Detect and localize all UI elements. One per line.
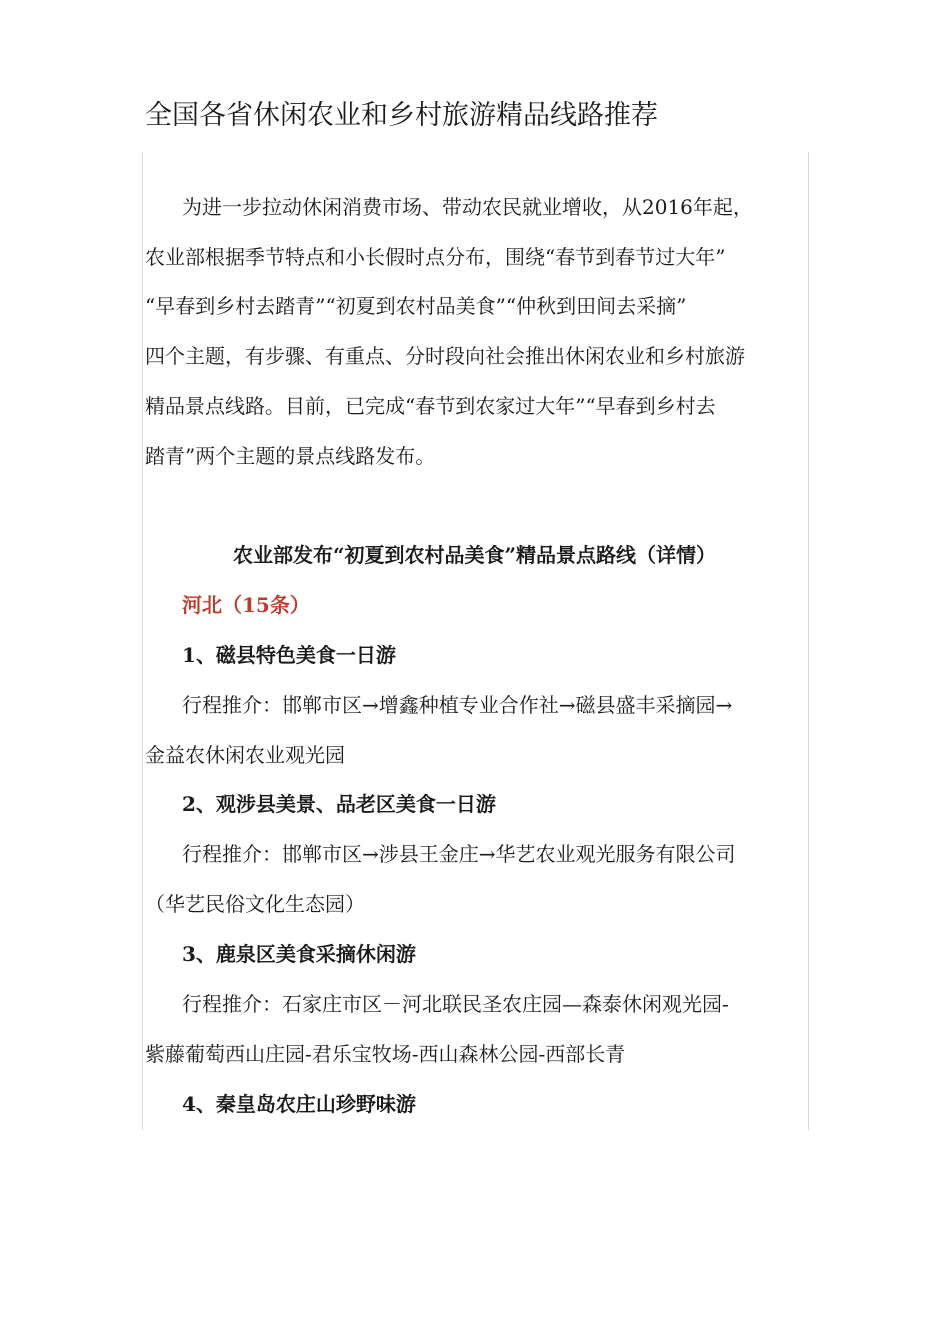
page-title: 全国各省休闲农业和乡村旅游精品线路推荐 [145,100,658,131]
intro-line: 四个主题，有步骤、有重点、分时段向社会推出休闲农业和乡村旅游 [145,344,745,368]
intro-line: 精品景点线路。目前，已完成“春节到农家过大年”“早春到乡村去 [145,394,716,418]
section-heading: 农业部发布“初夏到农村品美食”精品景点路线（详情） [232,543,716,567]
intro-line: “早春到乡村去踏青”“初夏到农村品美食”“仲秋到田间去采摘” [145,294,687,318]
route-itinerary: 行程推介：邯郸市区→增鑫种植专业合作社→磁县盛丰采摘园→ [182,693,733,717]
route-title: 1、磁县特色美食一日游 [182,643,396,667]
route-itinerary: （华艺民俗文化生态园） [145,892,365,916]
intro-line: 农业部根据季节特点和小长假时点分布，围绕“春节到春节过大年” [145,245,726,269]
route-itinerary: 行程推介：邯郸市区→涉县王金庄→华艺农业观光服务有限公司 [182,842,736,866]
route-title: 2、观涉县美景、品老区美食一日游 [182,792,496,816]
route-title: 3、鹿泉区美食采摘休闲游 [182,942,416,966]
route-itinerary: 行程推介：石家庄市区－河北联民圣农庄园—森泰休闲观光园- [182,992,729,1016]
province-heading: 河北（15条） [182,593,310,617]
intro-line: 为进一步拉动休闲消费市场、带动农民就业增收，从2016年起， [182,195,753,219]
route-itinerary: 金益农休闲农业观光园 [145,743,345,767]
intro-line: 踏青”两个主题的景点线路发布。 [145,444,436,468]
route-itinerary: 紫藤葡萄西山庄园-君乐宝牧场-西山森林公园-西部长青 [145,1042,626,1066]
route-title: 4、秦皇岛农庄山珍野味游 [182,1092,416,1116]
